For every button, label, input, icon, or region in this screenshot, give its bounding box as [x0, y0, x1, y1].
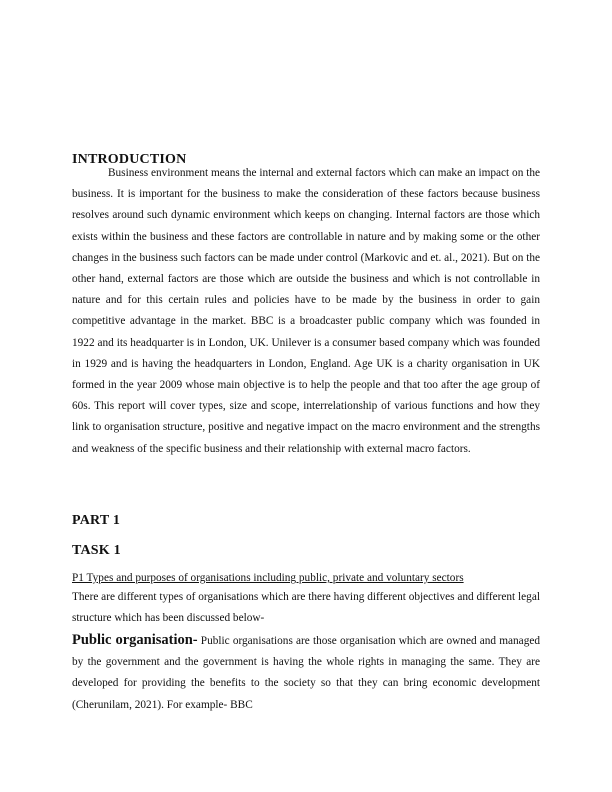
public-organisation-paragraph	[72, 630, 540, 716]
introduction-heading: INTRODUCTION	[72, 152, 187, 167]
p1-paragraph: There are different types of organisations which are there having different objectives and different legal structure which has been discussed below-	[72, 591, 540, 625]
part-heading: PART 1	[72, 513, 121, 528]
p1-subheading: P1 Types and purposes of organisations including public, private and voluntary sectors	[72, 572, 464, 584]
introduction-paragraph: Business environment means the internal and external factors which can make an impact on the business. It is important for the business to make the consideration of these factors because business resolves around such dynamic environment which keeps on changing. Internal factors are those which exists within the business and these factors are controllable in nature and by making some or the other changes in the business such factors can be made under control (Markovic and et. al., 2021). But on the other hand, external factors are those which are outside the business and which is not controllable in nature and for this certain rules and policies have to be made by the business in order to gain competitive advantage in the market. BBC is a broadcaster public company which was founded in 1922 and its headquarter is in London, UK. Unilever is a consumer based company which was founded in 1929 and is having the headquarters in London, England. Age UK is a charity organisation in UK formed in the year 2009 whose main objective is to help the people and that too after the age group of 60s. This report will cover types, size and scope, interrelationship of various functions and how they link to organisation structure, positive and negative impact on the macro environment and the strengths and weakness of the specific business and their relationship with external macro factors.	[72, 167, 540, 455]
task-heading: TASK 1	[72, 543, 121, 558]
public-organisation-text: Public organisations are those organisation which are owned and managed by the government and the government is having the whole rights in managing the same. They are developed for providing the benefits to the society so that they can bring economic development (Cherunilam, 2021). For example- BBC	[72, 635, 541, 711]
public-organisation-lead: Public organisation-	[72, 632, 198, 648]
